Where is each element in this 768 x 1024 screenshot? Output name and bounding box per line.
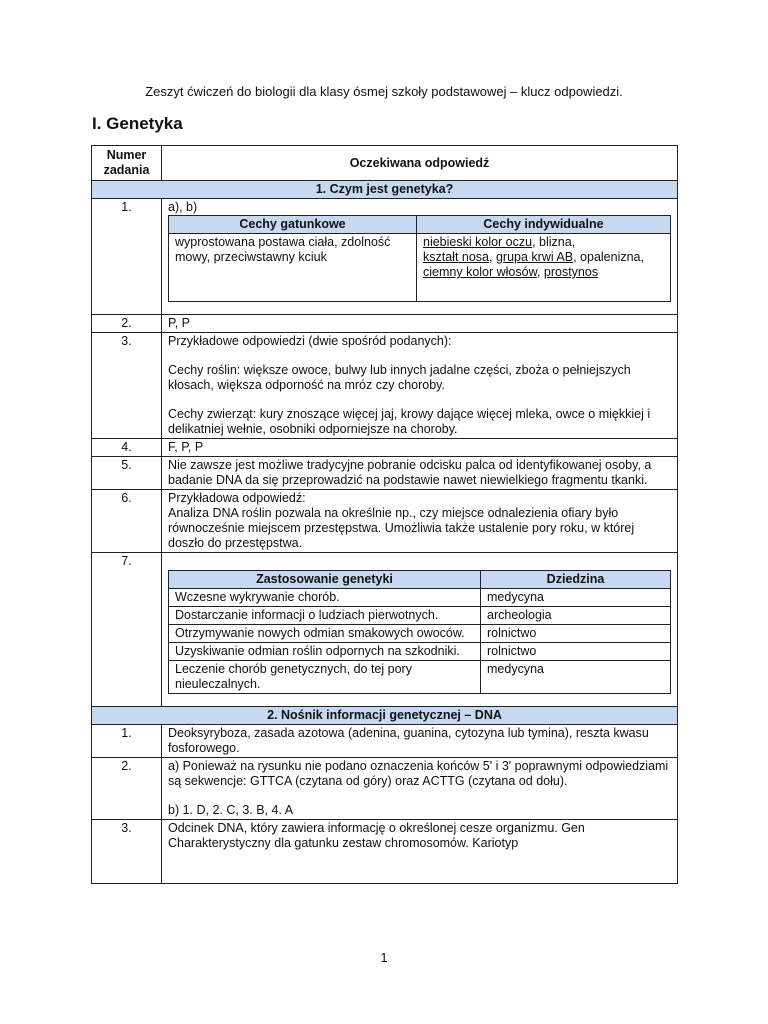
table-row (92, 199, 678, 315)
task-number: 4. (92, 439, 162, 457)
column-header-number: Numer zadania (92, 146, 162, 181)
application-text: Leczenie chorób genetycznych, do tej pory nieuleczalnych. (169, 661, 481, 694)
applications-table (168, 570, 671, 694)
task-answer: Przykładowa odpowiedź: Analiza DNA roślin pozwala na określnie np., czy miejsce odnalezienia ofiary było równocześnie miejscem przestępstwa. Umożliwia także ustalenie pory roku, w której doszło do przestępstwa. (162, 490, 678, 553)
task-number: 2. (92, 315, 162, 333)
table-row (92, 490, 678, 553)
application-text: Dostarczanie informacji o ludziach pierwotnych. (169, 607, 481, 625)
field-text: rolnictwo (481, 643, 671, 661)
application-row (169, 607, 671, 625)
task-number: 1. (92, 199, 162, 315)
task-answer: Przykładowe odpowiedzi (dwie spośród podanych): Cechy roślin: większe owoce, bulwy lub innych jadalne części, zboża o pełniejszych kłosach, większa odporność na mróz czy choroby. Cechy zwierząt: kury znoszące więcej jaj, krowy dające więcej mleka, owce o miękkiej i delikatniej wełnie, osobniki odporniejsze na choroby. (162, 333, 678, 439)
task-answer: Deoksyryboza, zasada azotowa (adenina, guanina, cytozyna lub tymina), reszta kwasu fosforowego. (162, 725, 678, 758)
species-traits: wyprostowana postawa ciała, zdolność mowy, przeciwstawny kciuk (169, 234, 417, 302)
task-number: 3. (92, 333, 162, 439)
application-row (169, 661, 671, 694)
task-number: 1. (92, 725, 162, 758)
task-answer: a), b) Cechy gatunkowe Cechy indywidualne wyprostowana postawa ciała, zdolność mowy, przeciwstawny kciuk niebieski kolor oczu, blizna, kształt nosa, grupa krwi AB, opalenizna, ciemny kolor włosów, prostynos (162, 199, 678, 315)
task-answer: P, P (162, 315, 678, 333)
table-row (92, 758, 678, 820)
field-text: archeologia (481, 607, 671, 625)
task-answer: Nie zawsze jest możliwe tradycyjne pobranie odcisku palca od identyfikowanej osoby, a badanie DNA da się przeprowadzić na podstawie nawet niewielkiego fragmentu tkanki. (162, 457, 678, 490)
application-text: Otrzymywanie nowych odmian smakowych owoców. (169, 625, 481, 643)
application-text: Uzyskiwanie odmian roślin odpornych na szkodniki. (169, 643, 481, 661)
task-number: 7. (92, 553, 162, 707)
traits-header-species: Cechy gatunkowe (169, 216, 417, 234)
document-header: Zeszyt ćwiczeń do biologii dla klasy ósmej szkoły podstawowej – klucz odpowiedzi. (145, 84, 623, 99)
answer-key-table (91, 145, 678, 884)
task-answer: a) Ponieważ na rysunku nie podano oznaczenia końców 5' i 3' poprawnymi odpowiedziami są sekwencje: GTTCA (czytana od góry) oraz ACTTG (czytana od dołu). b) 1. D, 2. C, 3. B, 4. A (162, 758, 678, 820)
traits-header-individual: Cechy indywidualne (417, 216, 671, 234)
table-header-row (92, 146, 678, 181)
table-row (92, 439, 678, 457)
field-text: medycyna (481, 589, 671, 607)
individual-traits: niebieski kolor oczu, blizna, kształt nosa, grupa krwi AB, opalenizna, ciemny kolor włosów, prostynos (417, 234, 671, 302)
column-header-answer: Oczekiwana odpowiedź (162, 146, 678, 181)
field-header: Dziedzina (481, 571, 671, 589)
table-row (92, 333, 678, 439)
task-number: 5. (92, 457, 162, 490)
section-2-header: 2. Nośnik informacji genetycznej – DNA (92, 707, 678, 725)
field-text: medycyna (481, 661, 671, 694)
page-number: 1 (380, 950, 388, 965)
section-1-header: 1. Czym jest genetyka? (92, 181, 678, 199)
task-answer (162, 553, 678, 707)
applications-header: Zastosowanie genetyki (169, 571, 481, 589)
application-text: Wczesne wykrywanie chorób. (169, 589, 481, 607)
section-title: I. Genetyka (92, 114, 183, 133)
traits-table (168, 215, 671, 302)
table-row (92, 553, 678, 707)
application-row (169, 589, 671, 607)
table-row (92, 820, 678, 884)
table-row (92, 725, 678, 758)
application-row (169, 625, 671, 643)
task-number: 3. (92, 820, 162, 884)
field-text: rolnictwo (481, 625, 671, 643)
task-number: 6. (92, 490, 162, 553)
task-number: 2. (92, 758, 162, 820)
task-answer: Odcinek DNA, który zawiera informację o określonej cesze organizmu. Gen Charakterystyczny dla gatunku zestaw chromosomów. Kariotyp (162, 820, 678, 884)
application-row (169, 643, 671, 661)
task-answer: F, P, P (162, 439, 678, 457)
table-row (92, 457, 678, 490)
table-row (92, 315, 678, 333)
